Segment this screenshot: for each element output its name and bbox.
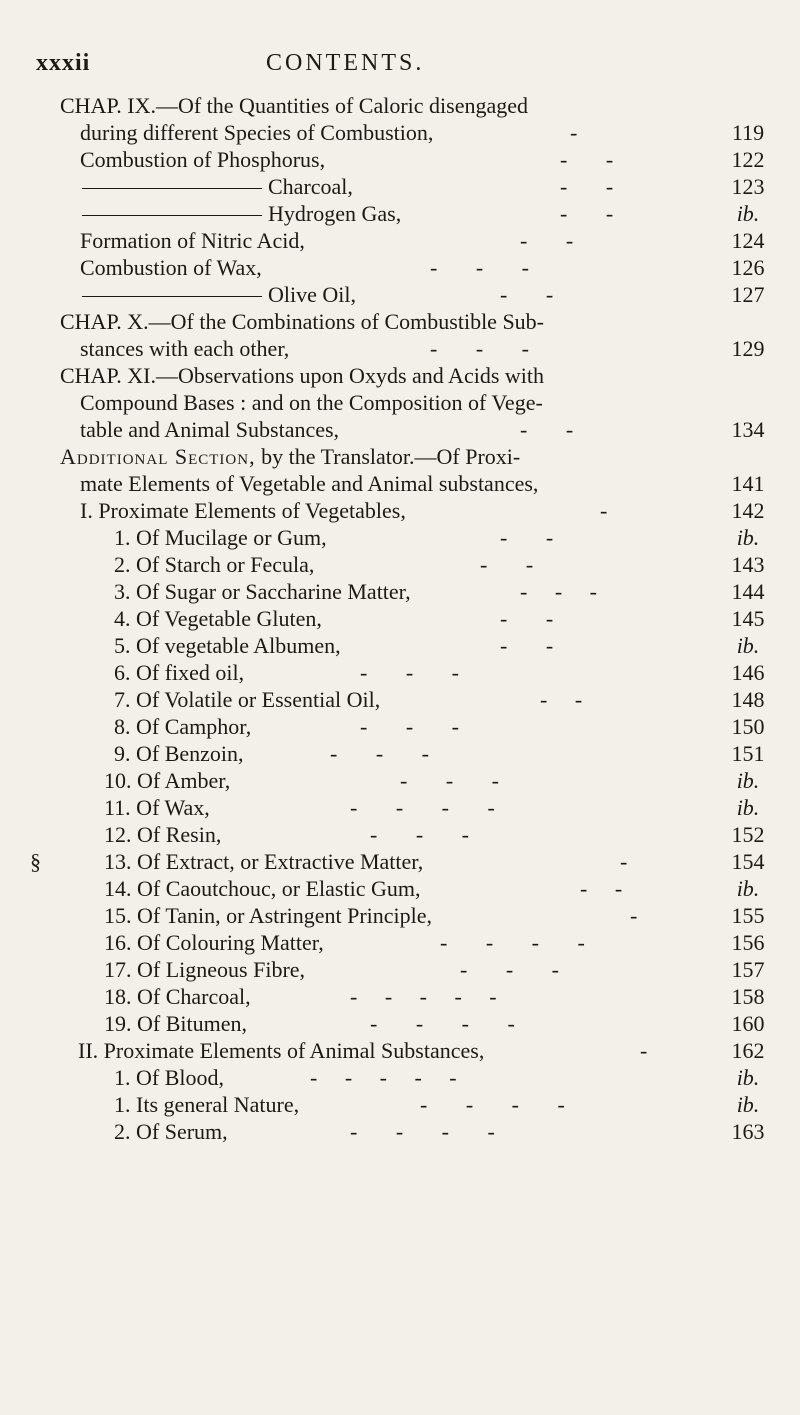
toc-entry-title: CHAP. XI.—Observations upon Oxyds and Acids with xyxy=(60,363,544,388)
toc-entry xyxy=(0,389,800,416)
toc-entry xyxy=(0,119,800,146)
toc-entry-title: 4. Of Vegetable Gluten, xyxy=(114,606,322,631)
toc-page-number: 148 xyxy=(731,687,765,712)
toc-page-number: ib. xyxy=(736,1065,760,1090)
leader-dashes: - - - - xyxy=(350,1119,495,1144)
toc-entry xyxy=(0,1037,800,1064)
table-of-contents xyxy=(0,92,800,1145)
toc-page-number: 123 xyxy=(731,174,765,199)
toc-entry-title: CHAP. IX.—Of the Quantities of Caloric disengaged xyxy=(60,93,529,118)
toc-entry xyxy=(0,362,800,389)
leader-dashes: - - - - xyxy=(420,1092,565,1117)
toc-entry xyxy=(0,443,800,470)
toc-entry-title: 6. Of fixed oil, xyxy=(114,660,245,685)
toc-entry xyxy=(0,902,800,929)
leader-dashes: - - xyxy=(500,282,554,307)
toc-page-number: ib. xyxy=(736,1092,760,1117)
page-number: xxxii xyxy=(36,50,91,76)
leader-dashes: - xyxy=(600,498,608,523)
toc-entry-title: Olive Oil, xyxy=(82,281,356,308)
toc-entry xyxy=(0,794,800,821)
toc-page-number: ib. xyxy=(736,201,760,226)
leader-dashes: - - - xyxy=(520,579,597,604)
toc-entry-title: Formation of Nitric Acid, xyxy=(80,228,305,253)
toc-entry xyxy=(0,281,800,308)
toc-entry-title: 12. Of Resin, xyxy=(104,822,222,847)
toc-page-number: 157 xyxy=(731,957,765,982)
toc-entry-title: 15. Of Tanin, or Astringent Principle, xyxy=(104,903,433,928)
toc-page-number: 151 xyxy=(731,741,765,766)
toc-page-number: ib. xyxy=(736,525,760,550)
toc-entry xyxy=(0,767,800,794)
leader-dashes: - - - xyxy=(430,255,529,280)
toc-entry xyxy=(0,956,800,983)
ditto-rule xyxy=(82,296,262,297)
leader-dashes: - - xyxy=(520,228,574,253)
toc-entry-title: I. Proximate Elements of Vegetables, xyxy=(80,498,406,523)
toc-entry xyxy=(0,983,800,1010)
toc-page-number: 126 xyxy=(731,255,765,280)
toc-entry-title: 1. Of Blood, xyxy=(114,1065,224,1090)
leader-dashes: - - xyxy=(580,876,623,901)
toc-entry-title: 2. Of Starch or Fecula, xyxy=(114,552,315,577)
toc-entry xyxy=(0,497,800,524)
toc-entry xyxy=(0,254,800,281)
leader-dashes: - - - - xyxy=(370,1011,515,1036)
toc-page-number: 156 xyxy=(731,930,765,955)
toc-entry-title: 5. Of vegetable Albumen, xyxy=(114,633,341,658)
toc-page-number: 162 xyxy=(731,1038,765,1063)
toc-entry-title: 3. Of Sugar or Saccharine Matter, xyxy=(114,579,411,604)
toc-entry xyxy=(0,848,800,875)
toc-entry-title: table and Animal Substances, xyxy=(80,417,340,442)
leader-dashes: - - xyxy=(540,687,583,712)
leader-dashes: - - - xyxy=(400,768,499,793)
leader-dashes: - - xyxy=(500,606,554,631)
toc-entry-title: 8. Of Camphor, xyxy=(114,714,252,739)
toc-page-number: 134 xyxy=(731,417,765,442)
leader-dashes: - - xyxy=(560,147,614,172)
leader-dashes: - - - xyxy=(330,741,429,766)
toc-page-number: 119 xyxy=(731,120,765,145)
toc-entry xyxy=(0,227,800,254)
toc-entry-title: 1. Its general Nature, xyxy=(114,1092,300,1117)
leader-dashes: - - - - - xyxy=(350,984,497,1009)
leader-dashes: - - - xyxy=(360,660,459,685)
leader-dashes: - - - - - xyxy=(310,1065,457,1090)
toc-page-number: 155 xyxy=(731,903,765,928)
ditto-rule xyxy=(82,215,262,216)
toc-entry-title: 18. Of Charcoal, xyxy=(104,984,251,1009)
toc-entry xyxy=(0,92,800,119)
leader-dashes: - - xyxy=(500,633,554,658)
toc-entry xyxy=(0,686,800,713)
toc-entry xyxy=(0,1064,800,1091)
leader-dashes: - xyxy=(570,120,578,145)
toc-entry-title: 7. Of Volatile or Essential Oil, xyxy=(114,687,381,712)
toc-entry-title: 13. Of Extract, or Extractive Matter, xyxy=(104,849,424,874)
leader-dashes: - xyxy=(620,849,628,874)
toc-entry-title: stances with each other, xyxy=(80,336,290,361)
toc-entry xyxy=(0,578,800,605)
toc-entry-title: 19. Of Bitumen, xyxy=(104,1011,247,1036)
toc-entry xyxy=(0,929,800,956)
leader-dashes: - xyxy=(640,1038,648,1063)
toc-entry-title: 11. Of Wax, xyxy=(104,795,210,820)
toc-page-number: 143 xyxy=(731,552,765,577)
toc-entry xyxy=(0,632,800,659)
toc-entry-title: Additional Section, by the Translator.—Of Proxi- xyxy=(60,444,521,469)
toc-entry xyxy=(0,146,800,173)
toc-entry xyxy=(0,416,800,443)
toc-entry xyxy=(0,551,800,578)
toc-entry-title: 1. Of Mucilage or Gum, xyxy=(114,525,327,550)
toc-page-number: 160 xyxy=(731,1011,765,1036)
toc-entry xyxy=(0,821,800,848)
toc-page-number: ib. xyxy=(736,876,760,901)
toc-entry xyxy=(0,524,800,551)
toc-entry-title: II. Proximate Elements of Animal Substances, xyxy=(78,1038,485,1063)
toc-page-number: ib. xyxy=(736,795,760,820)
toc-page-number: ib. xyxy=(736,768,760,793)
toc-page-number: 124 xyxy=(731,228,765,253)
toc-entry-title: Charcoal, xyxy=(82,173,353,200)
leader-dashes: - - - - xyxy=(440,930,585,955)
leader-dashes: - - xyxy=(500,525,554,550)
toc-entry xyxy=(0,740,800,767)
toc-entry-title: 14. Of Caoutchouc, or Elastic Gum, xyxy=(104,876,421,901)
section-mark: § xyxy=(30,849,41,874)
toc-page-number: 142 xyxy=(731,498,765,523)
toc-entry xyxy=(0,875,800,902)
toc-page-number: 129 xyxy=(731,336,765,361)
toc-entry-title: 17. Of Ligneous Fibre, xyxy=(104,957,306,982)
leader-dashes: - xyxy=(630,903,638,928)
toc-entry xyxy=(0,470,800,497)
leader-dashes: - - - xyxy=(460,957,559,982)
toc-page-number: 158 xyxy=(731,984,765,1009)
toc-entry xyxy=(0,173,800,200)
toc-entry-title: 2. Of Serum, xyxy=(114,1119,228,1144)
toc-entry-title: 10. Of Amber, xyxy=(104,768,231,793)
toc-entry xyxy=(0,335,800,362)
toc-entry-title: mate Elements of Vegetable and Animal substances, xyxy=(80,471,539,496)
running-title: CONTENTS. xyxy=(266,50,425,76)
leader-dashes: - - - - xyxy=(350,795,495,820)
leader-dashes: - - - xyxy=(360,714,459,739)
toc-entry-title: Combustion of Wax, xyxy=(80,255,262,280)
toc-entry xyxy=(0,1091,800,1118)
toc-entry-title: Hydrogen Gas, xyxy=(82,200,401,227)
toc-page-number: 127 xyxy=(731,282,765,307)
toc-entry xyxy=(0,605,800,632)
toc-entry xyxy=(0,713,800,740)
toc-page-number: 146 xyxy=(731,660,765,685)
toc-entry-title: 9. Of Benzoin, xyxy=(114,741,244,766)
toc-page-number: 152 xyxy=(731,822,765,847)
toc-entry xyxy=(0,1118,800,1145)
toc-page-number: ib. xyxy=(736,633,760,658)
toc-page-number: 154 xyxy=(731,849,765,874)
toc-page-number: 141 xyxy=(731,471,765,496)
toc-entry-title: Combustion of Phosphorus, xyxy=(80,147,326,172)
leader-dashes: - - - xyxy=(430,336,529,361)
leader-dashes: - - xyxy=(520,417,574,442)
leader-dashes: - - - xyxy=(370,822,469,847)
toc-entry-title: during different Species of Combustion, xyxy=(80,120,434,145)
toc-entry xyxy=(0,1010,800,1037)
leader-dashes: - - xyxy=(480,552,534,577)
toc-page-number: 122 xyxy=(731,147,765,172)
leader-dashes: - - xyxy=(560,201,614,226)
toc-entry xyxy=(0,200,800,227)
toc-entry-title: CHAP. X.—Of the Combinations of Combustible Sub- xyxy=(60,309,545,334)
toc-page-number: 163 xyxy=(731,1119,765,1144)
leader-dashes: - - xyxy=(560,174,614,199)
toc-entry-title: 16. Of Colouring Matter, xyxy=(104,930,324,955)
ditto-rule xyxy=(82,188,262,189)
toc-entry xyxy=(0,308,800,335)
toc-entry-title: Compound Bases : and on the Composition of Vege- xyxy=(80,390,543,415)
toc-entry xyxy=(0,659,800,686)
toc-page-number: 145 xyxy=(731,606,765,631)
toc-page-number: 144 xyxy=(731,579,765,604)
toc-page-number: 150 xyxy=(731,714,765,739)
